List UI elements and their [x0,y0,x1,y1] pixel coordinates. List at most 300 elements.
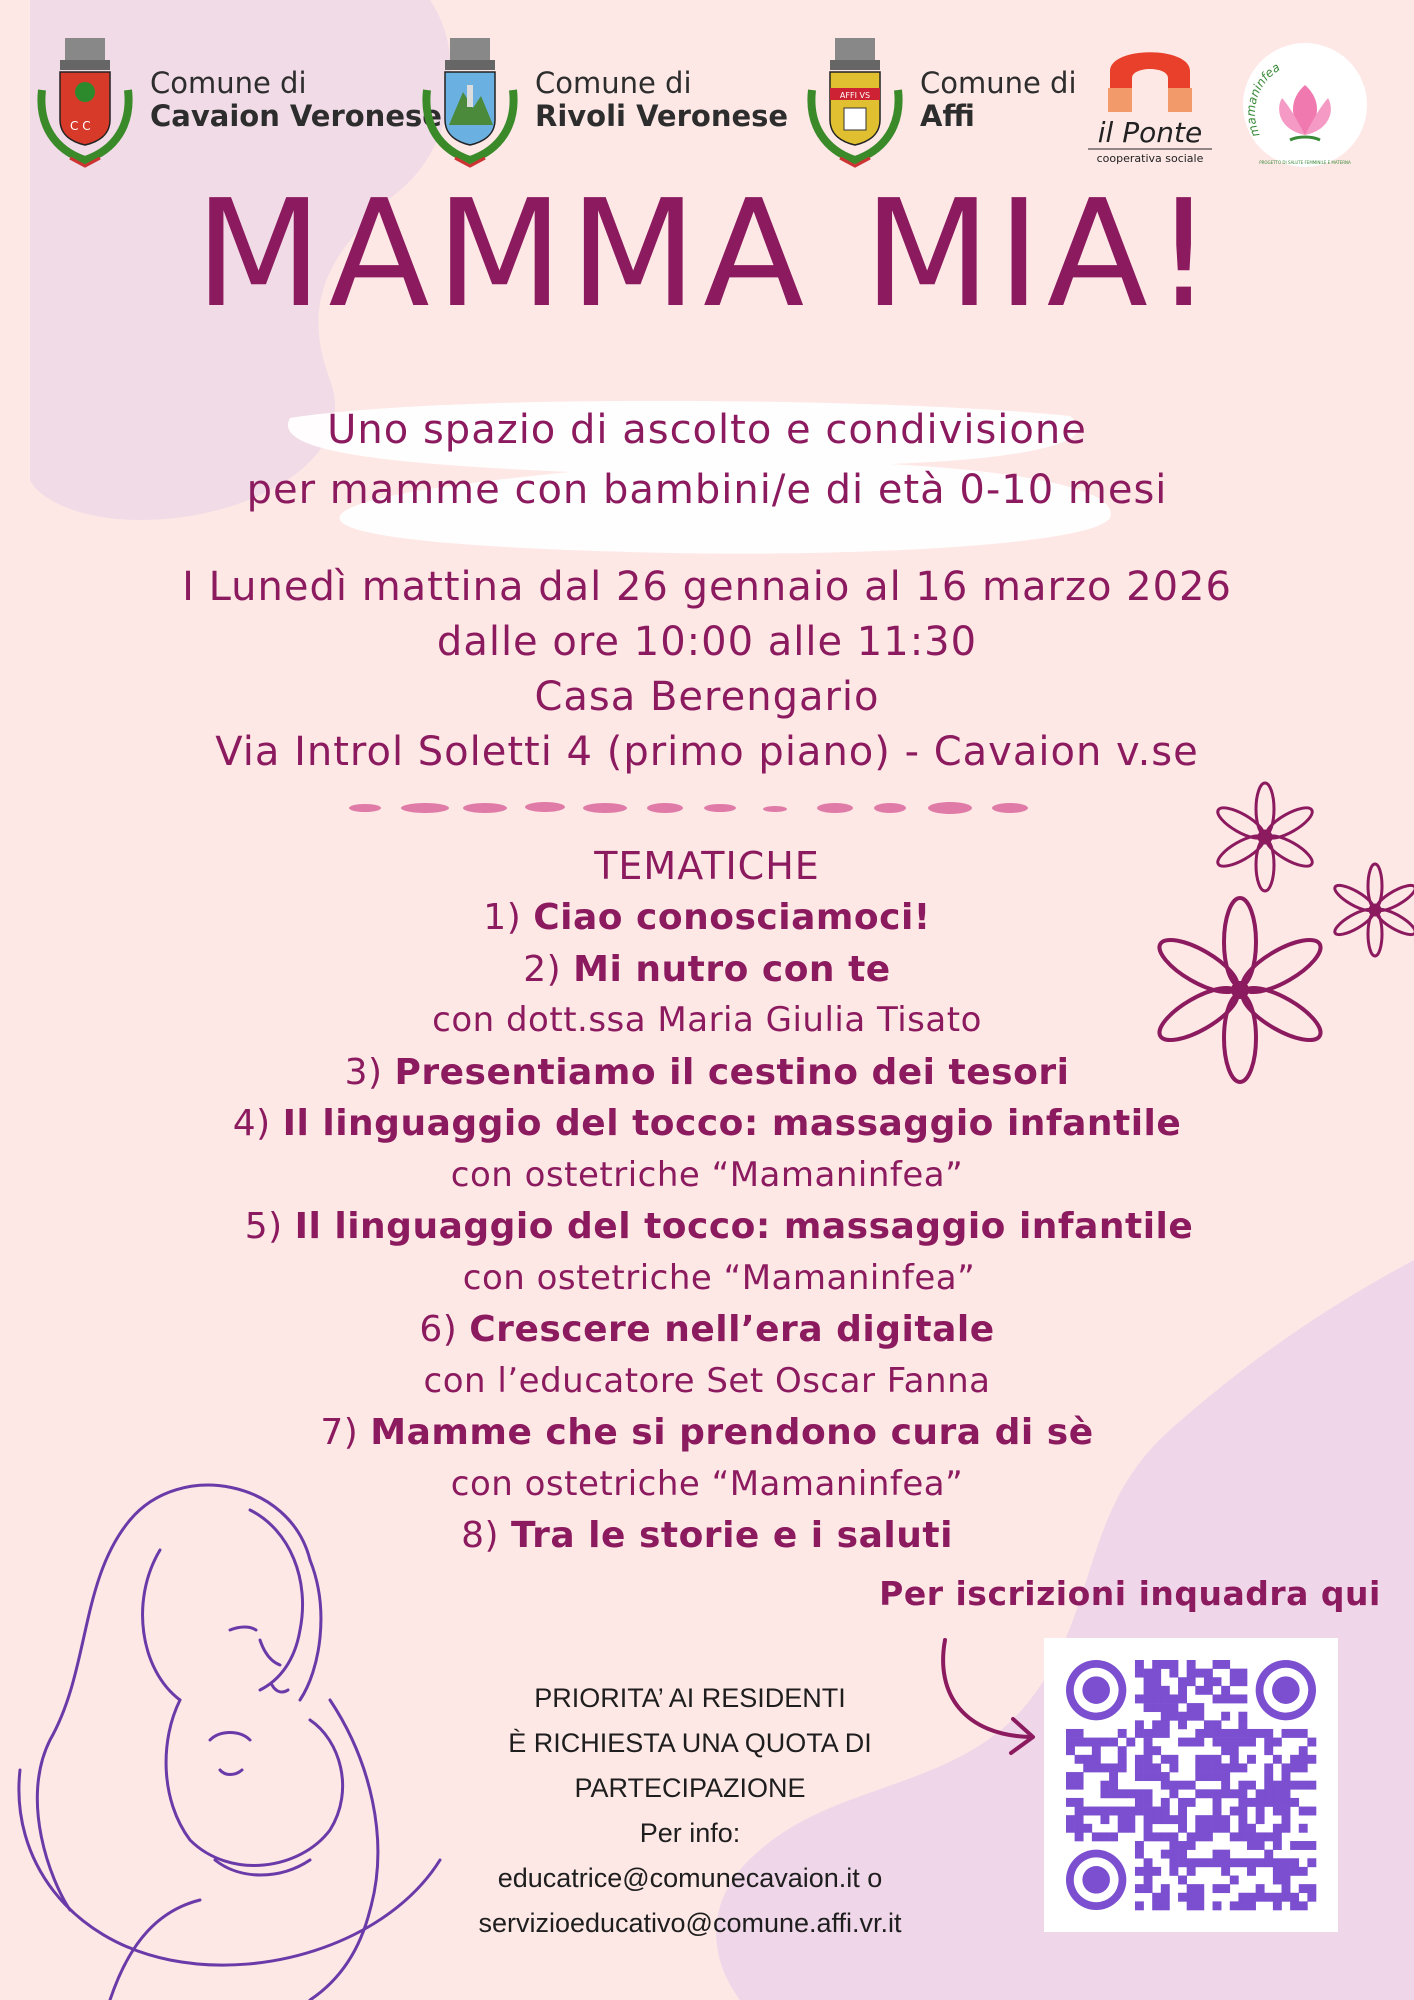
qr-module [1282,1867,1291,1876]
qr-module [1161,1755,1170,1764]
flower-decoration-icon [1120,780,1414,1110]
topic-4-speaker: con ostetriche “Mamaninfea” [450,1154,964,1195]
qr-module [1221,1694,1230,1703]
qr-module [1299,1763,1308,1772]
qr-module [1169,1703,1178,1712]
qr-module [1221,1763,1230,1772]
qr-module [1187,1893,1196,1902]
qr-module [1152,1729,1161,1738]
event-venue: Casa Berengario [534,674,880,720]
qr-module [1273,1738,1282,1747]
qr-module [1282,1807,1291,1816]
qr-module [1204,1755,1213,1764]
qr-module [1135,1669,1144,1678]
qr-module [1144,1669,1153,1678]
qr-module [1204,1772,1213,1781]
qr-module [1264,1893,1273,1902]
svg-text:C C: C C [70,119,91,133]
qr-module [1135,1720,1144,1729]
qr-module [1109,1738,1118,1747]
qr-module [1256,1884,1265,1893]
qr-module [1282,1763,1291,1772]
qr-module [1092,1832,1101,1841]
qr-module [1238,1798,1247,1807]
qr-module [1290,1798,1299,1807]
qr-module [1282,1772,1291,1781]
qr-module [1083,1763,1092,1772]
qr-module [1195,1686,1204,1695]
qr-module [1221,1772,1230,1781]
qr-module [1187,1703,1196,1712]
qr-module [1152,1772,1161,1781]
rivoli-crest-icon [415,30,525,170]
qr-module [1213,1738,1222,1747]
qr-module [1187,1738,1196,1747]
qr-module [1152,1832,1161,1841]
qr-module [1247,1755,1256,1764]
topic-number: 4) [232,1103,271,1144]
qr-module [1299,1841,1308,1850]
qr-module [1161,1807,1170,1816]
qr-module [1221,1884,1230,1893]
qr-module [1161,1850,1170,1859]
qr-module [1161,1893,1170,1902]
qr-module [1187,1841,1196,1850]
qr-module [1066,1746,1075,1755]
qr-module [1161,1686,1170,1695]
page-title: MAMMA MIA! [194,168,1220,340]
topic-number: 6) [419,1309,458,1350]
qr-module [1238,1789,1247,1798]
qr-module [1213,1807,1222,1816]
qr-module [1152,1901,1161,1910]
qr-module [1118,1746,1127,1755]
qr-module [1100,1789,1109,1798]
qr-module [1092,1807,1101,1816]
qr-module [1290,1901,1299,1910]
qr-module [1230,1901,1239,1910]
qr-module [1126,1824,1135,1833]
qr-module [1144,1858,1153,1867]
qr-module [1144,1703,1153,1712]
event-hours: dalle ore 10:00 alle 11:30 [436,619,978,665]
qr-module [1066,1781,1075,1790]
qr-module [1195,1893,1204,1902]
qr-module [1221,1789,1230,1798]
topic-number: 5) [244,1206,283,1247]
qr-module [1238,1832,1247,1841]
qr-module [1187,1867,1196,1876]
mamaninfea-tagline: PROGETTO DI SALUTE FEMMINILE E MATERNA [1259,160,1351,165]
qr-module [1152,1677,1161,1686]
affi-crest-icon [800,30,910,170]
qr-module [1100,1832,1109,1841]
qr-module [1109,1832,1118,1841]
qr-module [1161,1781,1170,1790]
qr-module [1238,1807,1247,1816]
footer-email-2[interactable]: servizioeducativo@comune.affi.vr.it [478,1908,902,1938]
qr-module [1161,1660,1170,1669]
qr-module [1282,1789,1291,1798]
qr-module [1195,1884,1204,1893]
event-info [0,560,1414,780]
qr-module [1152,1807,1161,1816]
qr-module [1075,1807,1084,1816]
qr-module [1213,1694,1222,1703]
qr-module [1230,1738,1239,1747]
qr-module [1118,1807,1127,1816]
qr-module [1118,1824,1127,1833]
qr-module [1221,1850,1230,1859]
affi-logo-line2: Affi [920,99,975,133]
qr-module [1066,1729,1075,1738]
topics-heading: TEMATICHE [594,844,820,888]
qr-module [1221,1858,1230,1867]
qr-module [1238,1677,1247,1686]
qr-module [1135,1884,1144,1893]
qr-module [1282,1815,1291,1824]
qr-module [1264,1789,1273,1798]
qr-module [1144,1824,1153,1833]
qr-module [1230,1876,1239,1885]
qr-module [1221,1867,1230,1876]
qr-module [1230,1755,1239,1764]
qr-module [1178,1815,1187,1824]
qr-finder-pattern [1082,1676,1110,1704]
il-ponte-tagline: cooperativa sociale [1096,152,1204,165]
qr-module [1187,1901,1196,1910]
qr-module [1144,1807,1153,1816]
qr-module [1109,1807,1118,1816]
qr-module [1204,1815,1213,1824]
qr-module [1178,1841,1187,1850]
qr-module [1161,1884,1170,1893]
qr-module [1307,1884,1316,1893]
qr-module [1161,1712,1170,1721]
topic-title: Mi nutro con te [573,948,891,990]
qr-module [1169,1712,1178,1721]
qr-module [1238,1729,1247,1738]
qr-module [1256,1798,1265,1807]
qr-module [1273,1824,1282,1833]
qr-module [1126,1789,1135,1798]
qr-module [1169,1832,1178,1841]
qr-module [1178,1798,1187,1807]
topic-2-speaker: con dott.ssa Maria Giulia Tisato [432,1000,982,1040]
qr-module [1161,1832,1170,1841]
qr-module [1204,1789,1213,1798]
qr-module [1273,1876,1282,1885]
qr-module [1247,1841,1256,1850]
qr-module [1152,1763,1161,1772]
qr-module [1178,1876,1187,1885]
topic-number: 3) [344,1051,383,1093]
qr-module [1169,1867,1178,1876]
qr-module [1144,1815,1153,1824]
qr-module [1135,1729,1144,1738]
qr-module [1213,1789,1222,1798]
qr-module [1290,1893,1299,1902]
qr-module [1290,1729,1299,1738]
qr-module [1204,1763,1213,1772]
qr-module [1187,1712,1196,1721]
qr-module [1213,1660,1222,1669]
qr-module [1178,1712,1187,1721]
qr-module [1169,1669,1178,1678]
qr-module [1092,1738,1101,1747]
qr-module [1195,1789,1204,1798]
qr-module [1230,1694,1239,1703]
qr-module [1230,1729,1239,1738]
topic-6-speaker: con l’educatore Set Oscar Fanna [423,1360,991,1401]
affi-shield-text: AFFI VS [839,91,871,100]
dashed-divider [345,796,1035,820]
qr-module [1161,1798,1170,1807]
qr-module [1152,1660,1161,1669]
qr-module [1221,1660,1230,1669]
qr-module [1282,1824,1291,1833]
qr-module [1178,1738,1187,1747]
qr-module [1169,1841,1178,1850]
qr-module [1221,1781,1230,1790]
qr-module [1169,1858,1178,1867]
qr-module [1195,1729,1204,1738]
qr-module [1290,1841,1299,1850]
qr-module [1144,1789,1153,1798]
qr-module [1152,1815,1161,1824]
qr-module [1195,1763,1204,1772]
qr-module [1195,1901,1204,1910]
qr-module [1247,1824,1256,1833]
qr-module [1135,1798,1144,1807]
qr-module [1230,1807,1239,1816]
qr-module [1135,1772,1144,1781]
footer-fee-line1: È RICHIESTA UNA QUOTA DI [508,1728,872,1758]
qr-module [1152,1694,1161,1703]
qr-module [1238,1669,1247,1678]
qr-module [1204,1729,1213,1738]
topic-title: Crescere nell’era digitale [469,1309,995,1350]
qr-module [1161,1729,1170,1738]
qr-module [1238,1893,1247,1902]
qr-module [1256,1832,1265,1841]
qr-module [1169,1850,1178,1859]
qr-module [1178,1677,1187,1686]
qr-module [1195,1755,1204,1764]
qr-module [1075,1729,1084,1738]
topic-number: 1) [483,897,522,938]
topic-title: Mamme che si prendono cura di sè [370,1412,1094,1453]
event-address: Via Introl Soletti 4 (primo piano) - Cavaion v.se [215,729,1199,775]
qr-module [1238,1763,1247,1772]
qr-module [1169,1763,1178,1772]
logo-affi [800,30,1077,170]
qr-module [1135,1841,1144,1850]
cavaion-logo-line1: Comune di [150,65,307,100]
qr-module [1230,1858,1239,1867]
qr-module [1299,1729,1308,1738]
qr-module [1169,1755,1178,1764]
topic-5-speaker: con ostetriche “Mamaninfea” [462,1257,976,1298]
qr-module [1307,1738,1316,1747]
qr-module [1264,1798,1273,1807]
qr-module [1075,1755,1084,1764]
topic-title: Il linguaggio del tocco: massaggio infantile [294,1206,1194,1247]
qr-module [1144,1677,1153,1686]
qr-module [1083,1755,1092,1764]
qr-module [1256,1807,1265,1816]
qr-module [1290,1858,1299,1867]
qr-module [1083,1807,1092,1816]
qr-module [1187,1798,1196,1807]
qr-module [1135,1755,1144,1764]
qr-module [1273,1841,1282,1850]
qr-module [1238,1720,1247,1729]
qr-module [1273,1893,1282,1902]
qr-module [1144,1694,1153,1703]
qr-module [1221,1738,1230,1747]
topic-number: 8) [461,1515,500,1556]
topic-7-speaker: con ostetriche “Mamaninfea” [450,1463,964,1504]
qr-module [1264,1746,1273,1755]
mamaninfea-name: mamaninfea [1243,60,1283,139]
qr-module [1135,1867,1144,1876]
qr-module [1264,1850,1273,1859]
qr-module [1213,1901,1222,1910]
topic-title: Il linguaggio del tocco: massaggio infantile [282,1103,1182,1144]
qr-module [1204,1824,1213,1833]
qr-module [1135,1789,1144,1798]
qr-module [1135,1763,1144,1772]
qr-module [1282,1781,1291,1790]
qr-module [1075,1832,1084,1841]
topic-number: 7) [320,1412,359,1453]
qr-module [1144,1746,1153,1755]
qr-finder-pattern [1272,1676,1300,1704]
qr-module [1282,1876,1291,1885]
qr-module [1264,1858,1273,1867]
qr-module [1126,1738,1135,1747]
qr-module [1256,1858,1265,1867]
qr-module [1100,1781,1109,1790]
qr-module [1135,1694,1144,1703]
qr-module [1152,1720,1161,1729]
qr-module [1213,1884,1222,1893]
qr-module [1307,1893,1316,1902]
event-dates: I Lunedì mattina dal 26 gennaio al 16 marzo 2026 [182,564,1232,610]
qr-module [1187,1660,1196,1669]
qr-module [1247,1858,1256,1867]
qr-module [1144,1686,1153,1695]
qr-module [1273,1858,1282,1867]
qr-module [1213,1824,1222,1833]
qr-module [1187,1884,1196,1893]
rivoli-logo-line1: Comune di [535,65,692,100]
qr-module [1299,1901,1308,1910]
qr-module [1144,1738,1153,1747]
qr-module [1213,1815,1222,1824]
qr-code[interactable] [1044,1638,1338,1932]
qr-module [1247,1781,1256,1790]
subtitle-line1: Uno spazio di ascolto e condivisione [327,407,1087,453]
qr-module [1100,1807,1109,1816]
qr-module [1135,1850,1144,1859]
cavaion-logo-line2: Cavaion Veronese [150,99,442,133]
qr-module [1282,1798,1291,1807]
qr-module [1247,1901,1256,1910]
qr-module [1264,1781,1273,1790]
qr-module [1204,1720,1213,1729]
qr-module [1187,1677,1196,1686]
qr-module [1152,1893,1161,1902]
qr-module [1273,1798,1282,1807]
qr-module [1213,1677,1222,1686]
logo-rivoli [415,30,788,170]
subtitle [0,400,1414,520]
qr-module [1169,1815,1178,1824]
qr-module [1307,1858,1316,1867]
qr-module [1066,1815,1075,1824]
qr-module [1066,1824,1075,1833]
qr-module [1152,1746,1161,1755]
qr-module [1238,1712,1247,1721]
qr-module [1256,1815,1265,1824]
footer-info-label: Per info: [639,1818,741,1848]
qr-module [1204,1677,1213,1686]
qr-module [1100,1763,1109,1772]
qr-module [1178,1694,1187,1703]
qr-module [1238,1738,1247,1747]
topic-number: 2) [523,948,562,990]
qr-module [1238,1815,1247,1824]
qr-module [1075,1781,1084,1790]
affi-logo-line1: Comune di [920,65,1077,100]
qr-module [1075,1738,1084,1747]
qr-module [1213,1720,1222,1729]
qr-module [1178,1893,1187,1902]
topic-title: Tra le storie e i saluti [510,1515,953,1556]
qr-module [1169,1781,1178,1790]
topic-6 [0,1304,1414,1356]
il-ponte-logo [1080,36,1220,166]
qr-module [1178,1807,1187,1816]
qr-module [1282,1893,1291,1902]
qr-module [1195,1669,1204,1678]
qr-module [1273,1789,1282,1798]
qr-module [1299,1755,1308,1764]
qr-module [1161,1694,1170,1703]
footer-info [440,1676,940,1946]
qr-module [1144,1772,1153,1781]
footer-email-1[interactable]: educatrice@comunecavaion.it o [497,1863,883,1893]
qr-module [1075,1815,1084,1824]
qr-module [1144,1755,1153,1764]
qr-module [1204,1669,1213,1678]
qr-module [1230,1832,1239,1841]
qr-module [1126,1807,1135,1816]
qr-module [1230,1746,1239,1755]
qr-module [1264,1832,1273,1841]
qr-module [1152,1686,1161,1695]
qr-module [1264,1729,1273,1738]
qr-module [1144,1867,1153,1876]
qr-module [1109,1781,1118,1790]
cavaion-crest-icon [30,30,140,170]
qr-module [1118,1789,1127,1798]
qr-module [1264,1763,1273,1772]
qr-module [1282,1884,1291,1893]
qr-module [1152,1703,1161,1712]
